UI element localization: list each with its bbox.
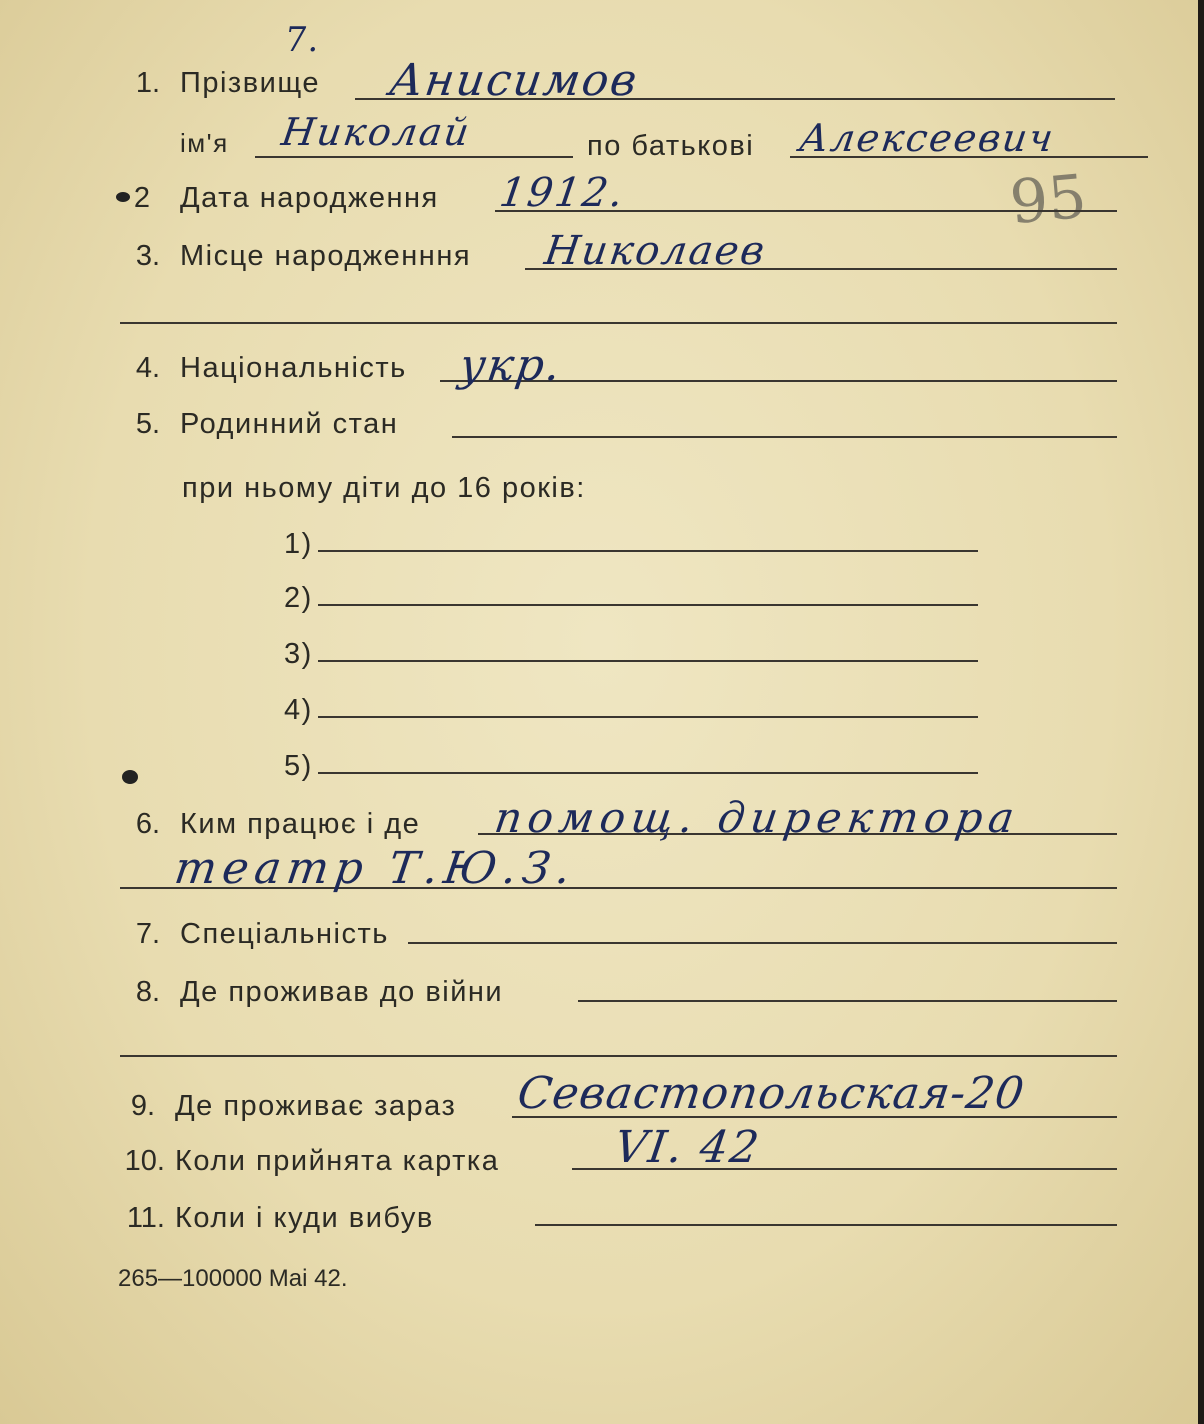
ink-blot-icon [122, 770, 138, 784]
birth-date-label: Дата народження [180, 182, 439, 214]
row-4-number: 4. [135, 352, 160, 384]
prewar-residence-line-2 [120, 1055, 1117, 1057]
current-residence-label: Де проживає зараз [175, 1090, 457, 1122]
patronymic-label: по батькові [587, 130, 755, 162]
birthplace-extra-line [120, 322, 1117, 324]
marital-status-label: Родинний стан [180, 408, 399, 440]
row-10-number: 10. [124, 1145, 165, 1177]
row-3-number: 3. [135, 240, 160, 272]
nationality-label: Національність [180, 352, 407, 384]
specialty-line [408, 942, 1117, 944]
top-mark: 7. [282, 20, 325, 60]
print-footer: 265—100000 Mai 42. [118, 1265, 348, 1292]
child-4-line [318, 716, 978, 718]
marital-status-line [452, 436, 1117, 438]
surname-value: Анисимов [386, 55, 642, 106]
departure-line [535, 1224, 1117, 1226]
prewar-residence-label: Де проживав до війни [180, 976, 504, 1008]
patronymic-value: Алексеевич [796, 116, 1058, 160]
work-label: Ким працює і де [180, 808, 421, 840]
row-8-number: 8. [135, 976, 160, 1008]
prewar-residence-line [578, 1000, 1117, 1002]
child-1-label: 1) [284, 528, 313, 560]
child-5-label: 5) [284, 750, 313, 782]
child-2-label: 2) [284, 582, 313, 614]
birthplace-value: Николаев [541, 228, 770, 274]
specialty-label: Спеціальність [180, 918, 389, 950]
work-value-2: театр Т.Ю.З. [171, 843, 580, 894]
child-1-line [318, 550, 978, 552]
first-name-value: Николай [278, 110, 474, 154]
surname-label: Прізвище [180, 67, 320, 99]
pencil-note: 95 [1007, 161, 1090, 239]
row-7-number: 7. [135, 918, 160, 950]
work-value: помощ. директора [491, 793, 1024, 842]
birth-date-value: 1912. [496, 170, 628, 216]
nationality-value: укр. [456, 340, 566, 391]
child-3-label: 3) [284, 638, 313, 670]
child-5-line [318, 772, 978, 774]
children-label: при ньому діти до 16 років: [182, 472, 586, 504]
first-name-label: ім'я [180, 128, 229, 158]
row-9-number: 9. [130, 1090, 155, 1122]
row-11-number: 11. [126, 1202, 165, 1234]
child-2-line [318, 604, 978, 606]
row-1-number: 1. [135, 67, 160, 99]
first-name-line [255, 156, 573, 158]
child-3-line [318, 660, 978, 662]
current-residence-value: Севастопольская-20 [514, 1068, 1028, 1119]
row-6-number: 6. [135, 808, 160, 840]
card-accepted-value: VI. 42 [611, 1122, 764, 1173]
row-2-number: 2 [133, 182, 150, 214]
row-5-number: 5. [135, 408, 160, 440]
departure-label: Коли і куди вибув [175, 1202, 434, 1234]
child-4-label: 4) [284, 694, 313, 726]
birthplace-label: Місце народженння [180, 240, 472, 272]
card-accepted-label: Коли прийнята картка [175, 1145, 500, 1177]
